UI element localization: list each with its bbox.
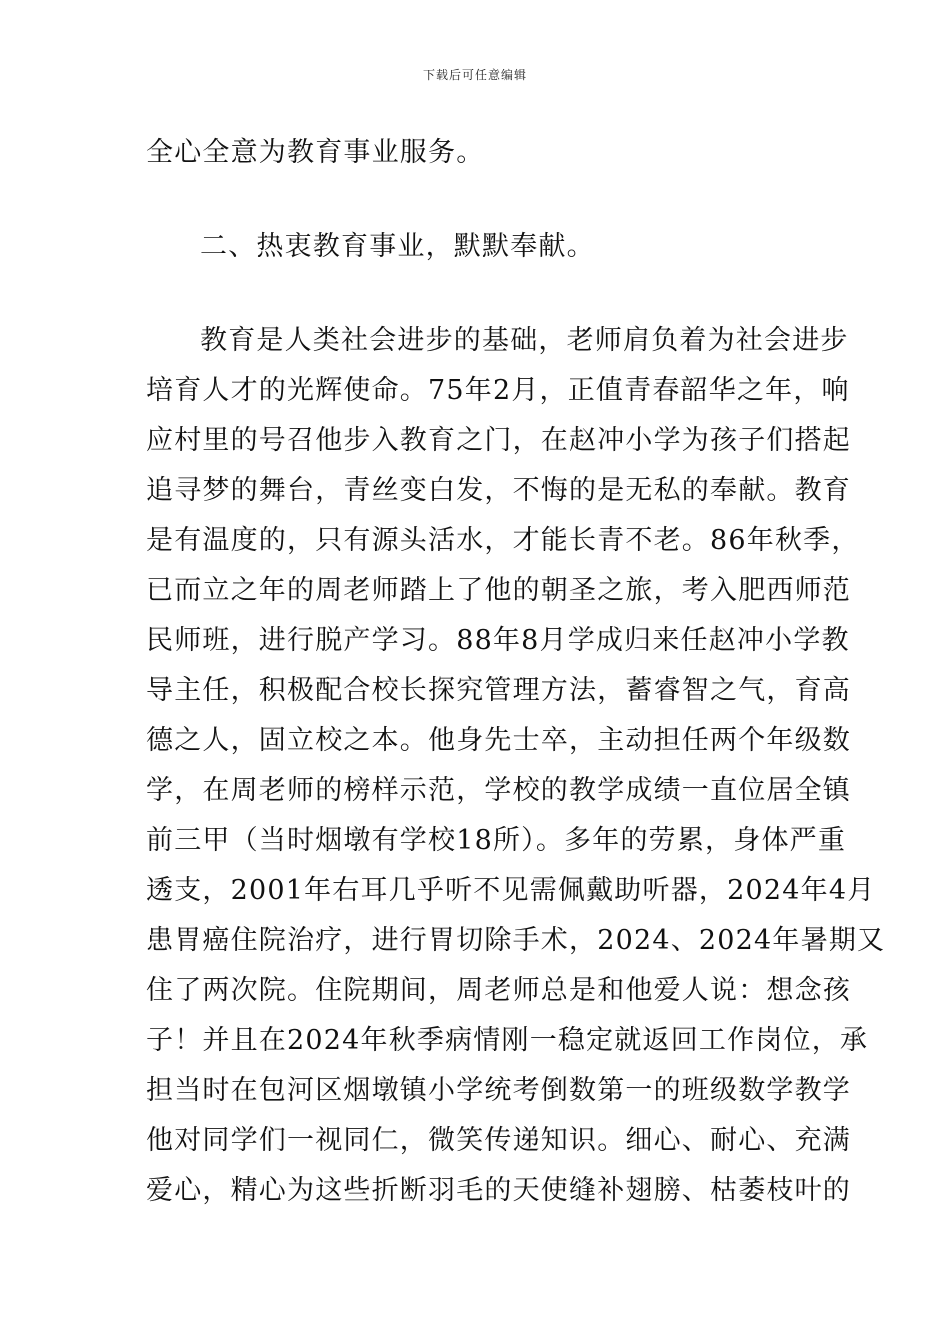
paragraph-line: 德之人，固立校之本。他身先士卒，主动担任两个年级数 bbox=[146, 725, 851, 756]
paragraph-line: 教育是人类社会进步的基础，老师肩负着为社会进步 bbox=[200, 325, 849, 356]
paragraph-line: 是有温度的，只有源头活水，才能长青不老。86年秋季， bbox=[146, 525, 860, 556]
paragraph-line: 患胃癌住院治疗，进行胃切除手术，2024、2024年暑期又 bbox=[146, 925, 886, 956]
section-heading: 二、热衷教育事业，默默奉献。 bbox=[200, 231, 595, 262]
paragraph-line: 子！并且在2024年秋季病情刚一稳定就返回工作岗位，承 bbox=[146, 1025, 869, 1056]
paragraph-line: 已而立之年的周老师踏上了他的朝圣之旅，考入肥西师范 bbox=[146, 575, 851, 606]
paragraph-line: 追寻梦的舞台，青丝变白发，不悔的是无私的奉献。教育 bbox=[146, 475, 851, 506]
document-body bbox=[146, 128, 886, 1216]
paragraph-line: 爱心，精心为这些折断羽毛的天使缝补翅膀、枯萎枝叶的 bbox=[146, 1175, 851, 1206]
paragraph-line: 民师班，进行脱产学习。88年8月学成归来任赵冲小学教 bbox=[146, 625, 850, 656]
paragraph-line: 住了两次院。住院期间，周老师总是和他爱人说：想念孩 bbox=[146, 975, 851, 1006]
paragraph-line: 学，在周老师的榜样示范，学校的教学成绩一直位居全镇 bbox=[146, 775, 851, 806]
paragraph-line: 担当时在包河区烟墩镇小学统考倒数第一的班级数学教学 bbox=[146, 1075, 851, 1106]
paragraph-line: 培育人才的光辉使命。75年2月，正值青春韶华之年，响 bbox=[146, 375, 850, 406]
paragraph-gap bbox=[146, 178, 808, 222]
paragraph-line: 导主任，积极配合校长探究管理方法，蓄睿智之气，育高 bbox=[146, 675, 851, 706]
page-header-note: 下载后可任意编辑 bbox=[422, 68, 527, 82]
paragraph-line: 应村里的号召他步入教育之门，在赵冲小学为孩子们搭起 bbox=[146, 425, 851, 456]
paragraph-gap bbox=[146, 272, 808, 316]
paragraph-line: 前三甲（当时烟墩有学校18所）。多年的劳累，身体严重 bbox=[146, 825, 847, 856]
paragraph-line: 他对同学们一视同仁，微笑传递知识。细心、耐心、充满 bbox=[146, 1125, 851, 1156]
paragraph-line: 全心全意为教育事业服务。 bbox=[146, 137, 485, 168]
paragraph-line: 透支，2001年右耳几乎听不见需佩戴助听器，2024年4月 bbox=[146, 875, 876, 906]
